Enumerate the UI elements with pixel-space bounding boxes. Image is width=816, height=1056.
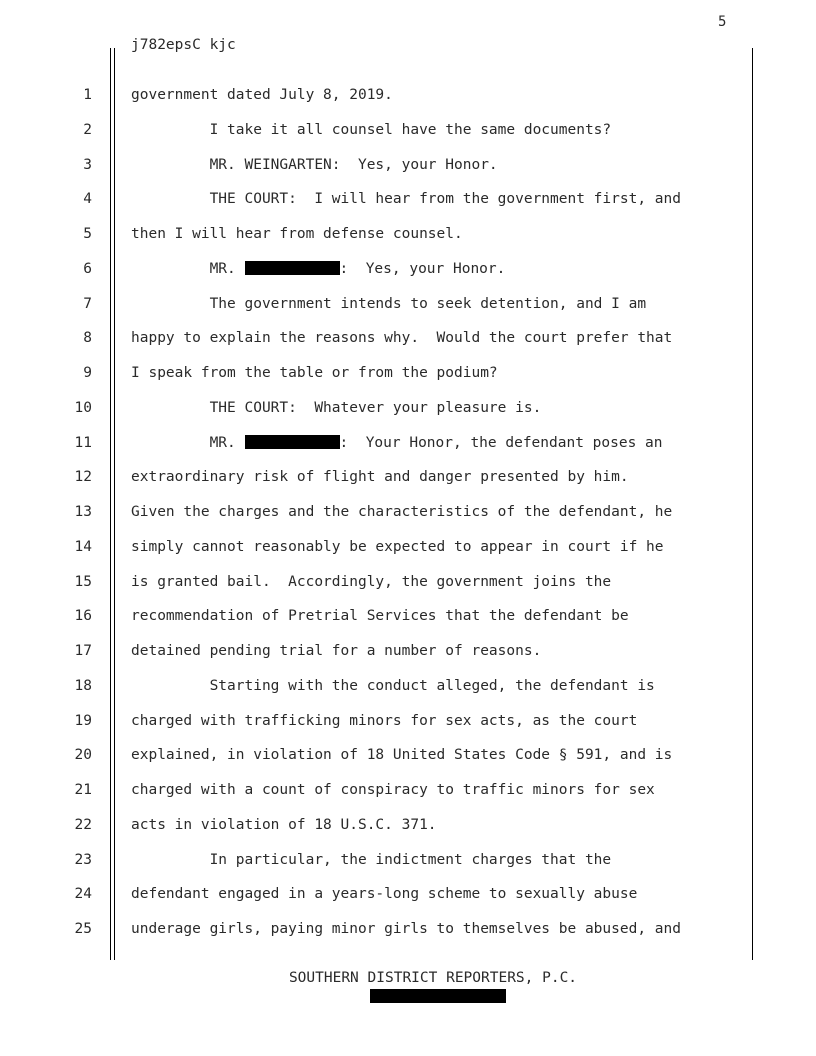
transcript-line-segment: MR. [131, 260, 245, 277]
transcript-line [131, 261, 505, 277]
transcript-line-segment: is granted bail. Accordingly, the government joins the [131, 573, 612, 590]
transcript-line-segment: detained pending trial for a number of reasons. [131, 643, 542, 659]
redaction-bar [245, 435, 340, 449]
transcript-line [131, 469, 629, 485]
footer-reporter-name: SOUTHERN DISTRICT REPORTERS, P.C. [288, 970, 578, 986]
transcript-line [131, 713, 637, 729]
transcript-line-segment: In particular, the indictment charges that the [131, 851, 612, 868]
line-number: 24 [74, 886, 92, 903]
line-number: 23 [74, 851, 92, 868]
transcript-line [131, 296, 646, 312]
left-margin-rule-outer [110, 48, 111, 960]
line-number: 17 [74, 643, 92, 659]
transcript-line [131, 157, 498, 173]
transcript-line [131, 435, 663, 451]
transcript-line [131, 539, 664, 555]
transcript-line [131, 400, 541, 416]
line-number: 20 [74, 747, 92, 764]
transcript-line-segment: The government intends to seek detention, and I am [131, 295, 647, 312]
transcript-line [131, 782, 655, 798]
transcript-line-segment: explained, in violation of 18 United States Code § 591, and is [131, 747, 673, 764]
line-number: 7 [83, 295, 92, 312]
line-number: 6 [83, 260, 92, 277]
transcript-line-segment: charged with a count of conspiracy to traffic minors for sex [131, 782, 655, 798]
transcript-line-segment: Starting with the conduct alleged, the defendant is [131, 677, 655, 694]
transcript-header-id: j782epsC kjc [131, 37, 236, 53]
line-number: 5 [83, 226, 92, 242]
transcript-line-segment: recommendation of Pretrial Services that the defendant be [131, 608, 629, 625]
transcript-line [131, 330, 672, 346]
line-number: 14 [74, 538, 92, 555]
transcript-line [131, 504, 672, 520]
transcript-line-segment: acts in violation of 18 U.S.C. 371. [131, 816, 437, 833]
line-number: 25 [74, 921, 92, 937]
line-number: 22 [74, 816, 92, 833]
redaction-bar [245, 261, 340, 275]
transcript-line-segment: simply cannot reasonably be expected to appear in court if he [131, 538, 664, 555]
transcript-line-segment: government dated July 8, 2019. [131, 87, 393, 103]
transcript-line-segment: Given the charges and the characteristics of the defendant, he [131, 504, 673, 520]
transcript-line [131, 608, 629, 624]
transcript-line [131, 191, 681, 207]
transcript-line-segment: : Yes, your Honor. [339, 260, 506, 277]
line-number: 12 [74, 469, 92, 486]
transcript-line-segment: THE COURT: Whatever your pleasure is. [131, 399, 542, 416]
transcript-line [131, 817, 437, 833]
line-number: 19 [74, 712, 92, 729]
transcript-line [131, 643, 541, 659]
transcript-line-segment: : Your Honor, the defendant poses an [339, 434, 663, 451]
transcript-line [131, 852, 611, 868]
transcript-line-segment: I speak from the table or from the podium? [131, 365, 498, 381]
transcript-line [131, 574, 611, 590]
line-number: 9 [83, 365, 92, 381]
transcript-line-segment: I take it all counsel have the same documents? [131, 121, 612, 138]
transcript-line-segment: charged with trafficking minors for sex acts, as the court [131, 712, 638, 729]
line-number: 21 [74, 782, 92, 798]
transcript-line [131, 226, 463, 242]
line-number: 11 [74, 434, 92, 451]
right-margin-rule [752, 48, 753, 960]
line-number: 10 [74, 399, 92, 416]
page-number: 5 [718, 14, 727, 30]
line-number: 15 [74, 573, 92, 590]
transcript-line [131, 921, 681, 937]
transcript-line [131, 87, 393, 103]
transcript-line [131, 747, 672, 763]
line-number: 4 [83, 191, 92, 208]
transcript-line [131, 678, 655, 694]
transcript-line [131, 365, 498, 381]
transcript-line-segment: MR. [131, 434, 245, 451]
line-number: 13 [74, 504, 92, 520]
line-number: 3 [83, 156, 92, 173]
transcript-line-segment: THE COURT: I will hear from the government first, and [131, 191, 681, 208]
transcript-line-segment: defendant engaged in a years-long scheme to sexually abuse [131, 886, 638, 903]
line-number: 2 [83, 121, 92, 138]
transcript-line [131, 886, 637, 902]
line-number: 8 [83, 330, 92, 347]
line-number: 16 [74, 608, 92, 625]
line-number: 1 [83, 87, 92, 103]
left-margin-rule-inner [114, 48, 115, 960]
transcript-line-segment: extraordinary risk of flight and danger presented by him. [131, 469, 629, 486]
footer-redaction-bar [370, 989, 506, 1003]
line-number: 18 [74, 677, 92, 694]
transcript-line-segment: happy to explain the reasons why. Would the court prefer that [131, 330, 673, 347]
transcript-line-segment: then I will hear from defense counsel. [131, 226, 463, 242]
transcript-line-segment: underage girls, paying minor girls to themselves be abused, and [131, 921, 681, 937]
transcript-line [131, 122, 611, 138]
transcript-line-segment: MR. WEINGARTEN: Yes, your Honor. [131, 156, 498, 173]
